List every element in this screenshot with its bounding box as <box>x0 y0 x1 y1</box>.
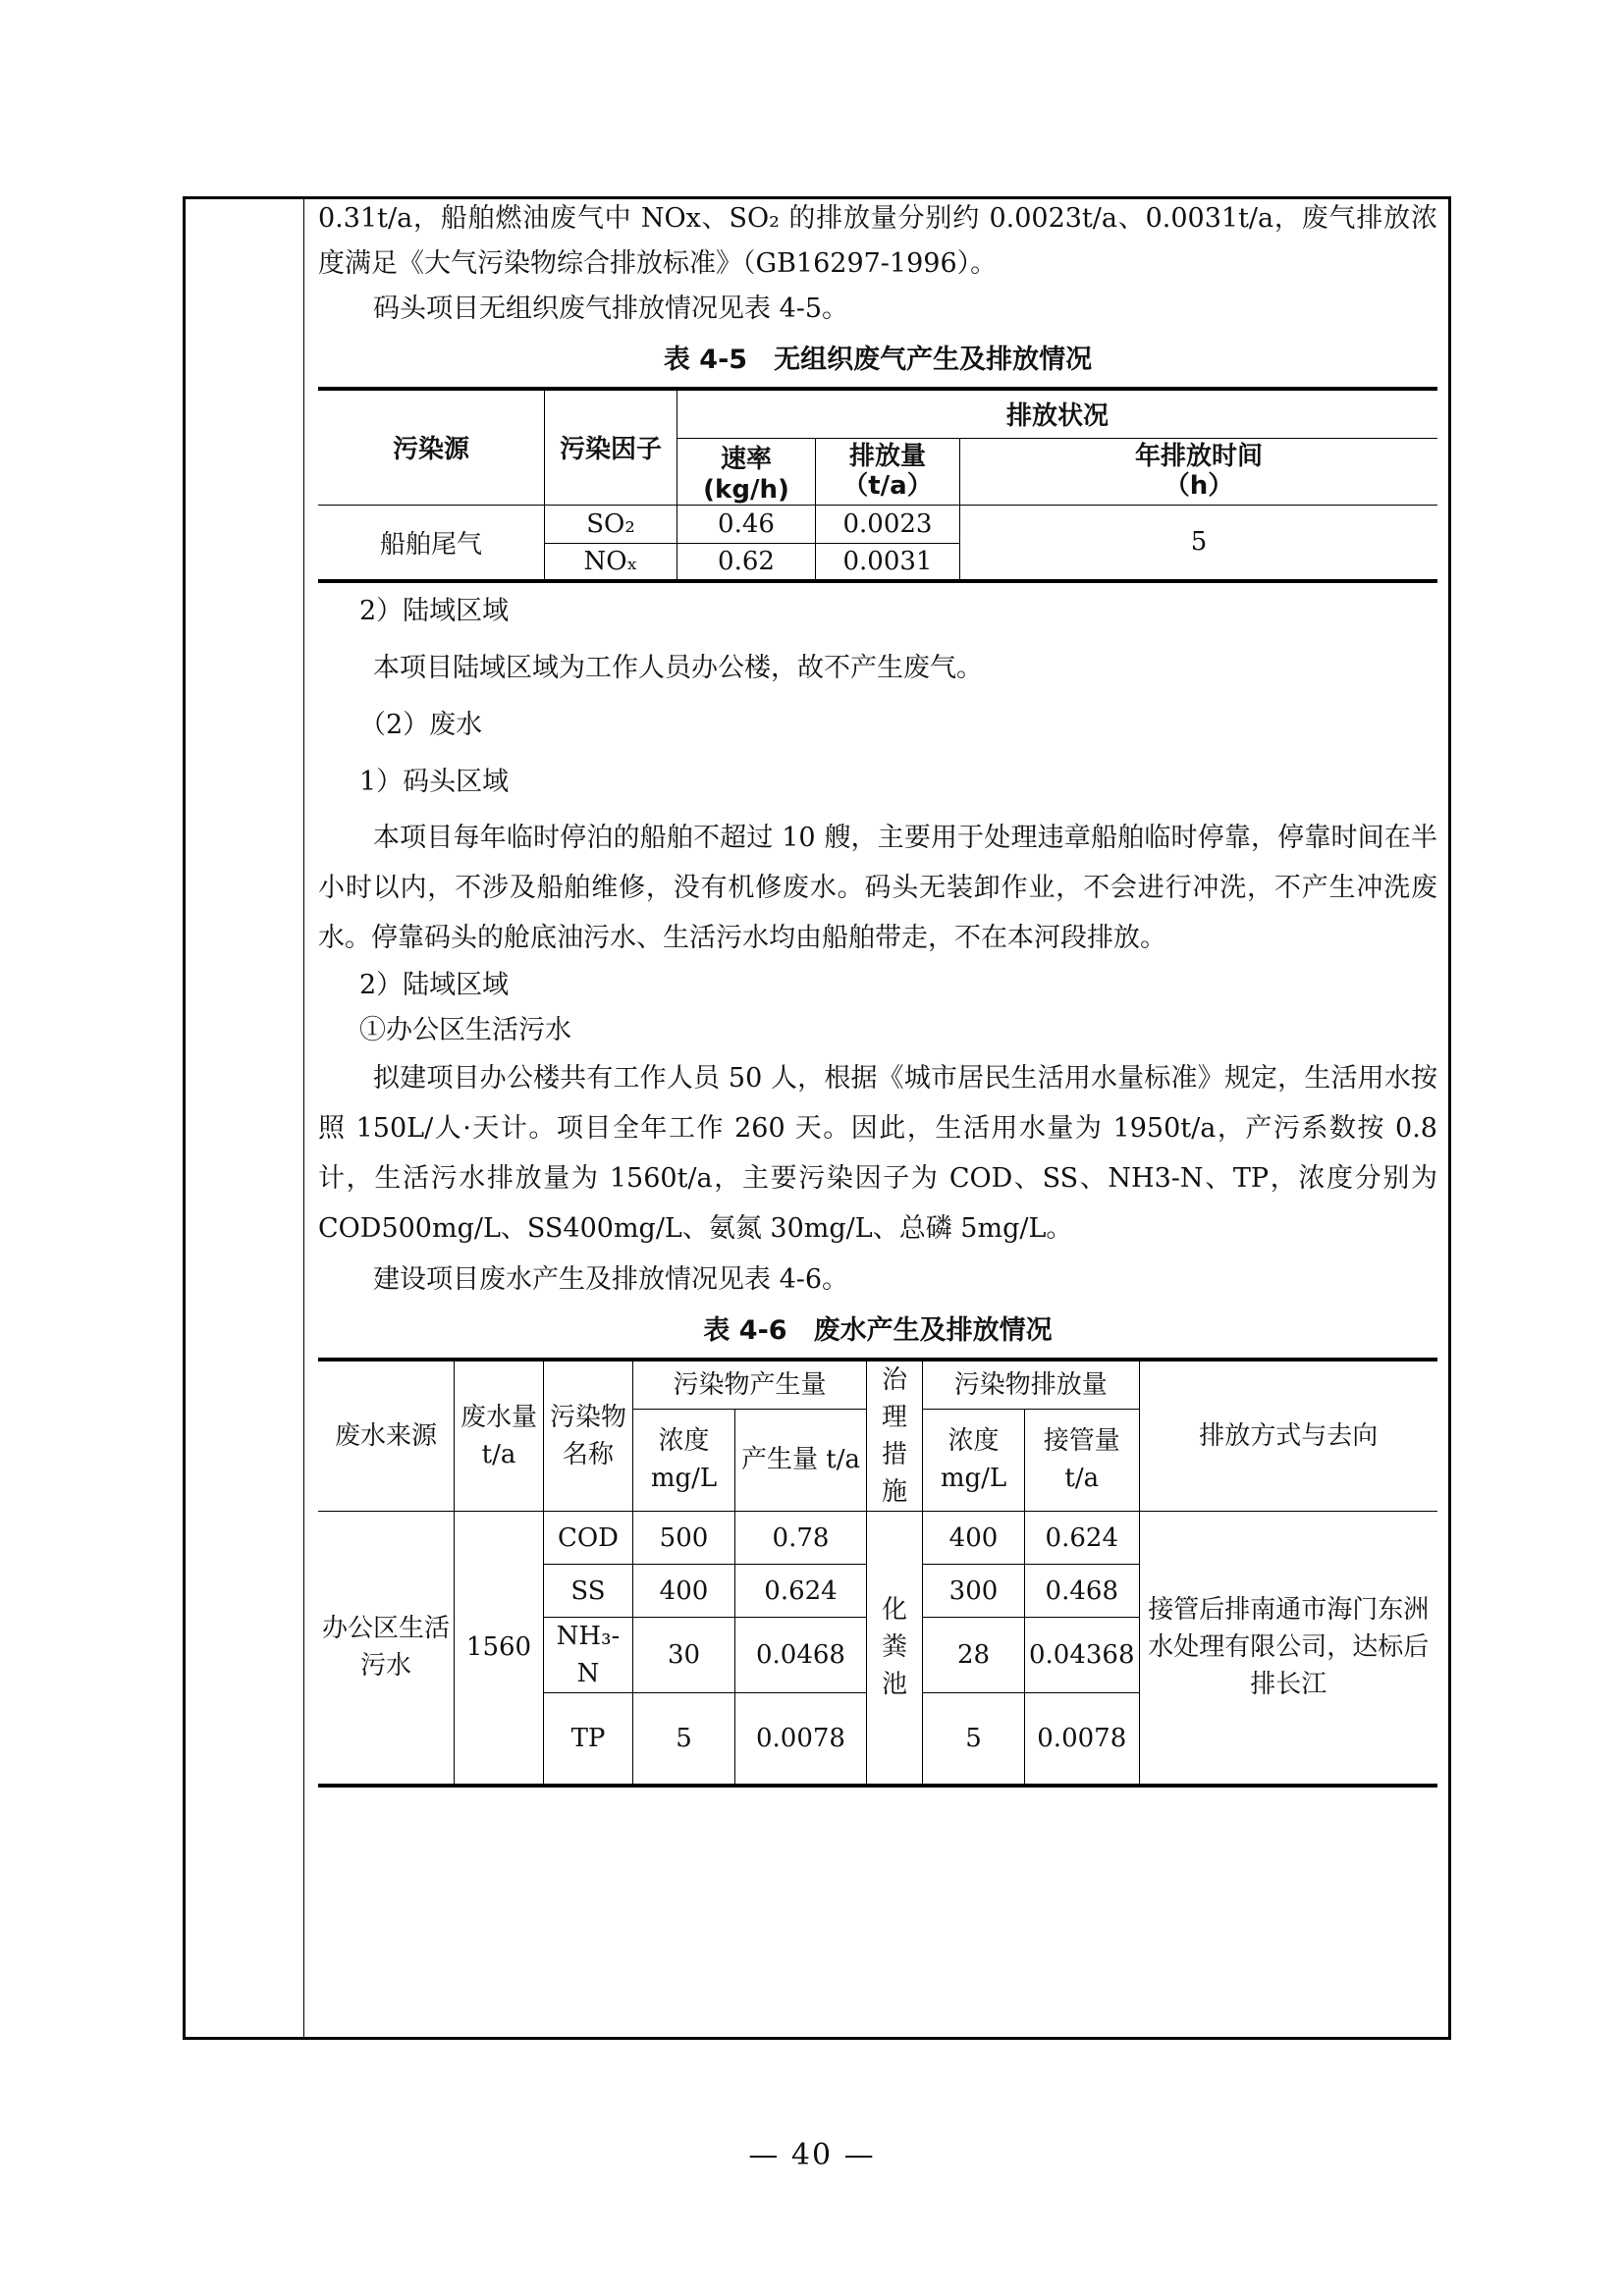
paragraph-5: （2）废水 <box>359 710 483 740</box>
t46-header-volume: 废水量 t/a <box>455 1360 544 1512</box>
t46-header-conc2: 浓度 mg/L <box>923 1409 1025 1511</box>
t45-header-rate: 速率(kg/h) <box>677 438 816 505</box>
t46-pollutant-nh3n: NH₃-N <box>544 1618 633 1693</box>
t45-hours: 5 <box>960 505 1438 581</box>
paragraph-10: 拟建项目办公楼共有工作人员 50 人，根据《城市居民生活用水量标准》规定，生活用水按照 150L/人·天计。项目全年工作 260 天。因此，生活用水量为 1950t/a，产污系数按 0.8 计，生活污水排放量为 1560t/a，主要污染因子为 COD、SS、NH3-N、TP，浓度分别为 COD500mg/L、SS400mg/L、氨氮 30mg/L、总磷 5mg/L。 <box>318 1063 1437 1244</box>
paragraph-4: 本项目陆域区域为工作人员办公楼，故不产生废气。 <box>373 653 983 683</box>
t46-conc-nh3n: 30 <box>633 1618 735 1693</box>
t46-pollutant-cod: COD <box>544 1512 633 1565</box>
t46-connected-nh3n: 0.04368 <box>1025 1618 1140 1693</box>
t46-conc2-cod: 400 <box>923 1512 1025 1565</box>
t46-source: 办公区生活污水 <box>318 1512 455 1786</box>
t45-header-hours <box>960 438 1438 505</box>
t46-produced-cod: 0.78 <box>735 1512 867 1565</box>
t45-header-factor: 污染因子 <box>545 389 677 505</box>
t46-header-destination: 排放方式与去向 <box>1139 1360 1437 1512</box>
paragraph-3: 2）陆域区域 <box>359 596 510 626</box>
t46-produced-ss: 0.624 <box>735 1565 867 1618</box>
t46-produced-nh3n: 0.0468 <box>735 1618 867 1693</box>
t45-header-amount-label: 排放量 <box>848 442 926 471</box>
t46-header-conc: 浓度 mg/L <box>633 1409 735 1511</box>
t46-header-treatment: 治理措施 <box>867 1360 923 1512</box>
paragraph-11: 建设项目废水产生及排放情况见表 4-6。 <box>373 1264 849 1295</box>
t46-pollutant-tp: TP <box>544 1693 633 1786</box>
t45-source: 船舶尾气 <box>318 505 545 581</box>
t46-header-produced: 产生量 t/a <box>735 1409 867 1511</box>
t45-factor-so2: SO₂ <box>545 505 677 543</box>
t45-header-hours-unit: （h） <box>1164 471 1234 501</box>
t46-conc2-tp: 5 <box>923 1693 1025 1786</box>
paragraph-7: 本项目每年临时停泊的船舶不超过 10 艘，主要用于处理违章船舶临时停靠，停靠时间在半小时以内，不涉及船舶维修，没有机修废水。码头无装卸作业，不会进行冲洗，不产生冲洗废水。停靠码头的舱底油污水、生活污水均由船舶带走，不在本河段排放。 <box>318 823 1437 953</box>
t46-connected-cod: 0.624 <box>1025 1512 1140 1565</box>
t45-factor-nox: NOₓ <box>545 543 677 581</box>
t46-destination: 接管后排南通市海门东洲水处理有限公司，达标后排长江 <box>1139 1512 1437 1786</box>
paragraph-6: 1）码头区域 <box>359 767 510 797</box>
t45-amount-so2: 0.0023 <box>816 505 960 543</box>
page-number: — 40 — <box>748 2138 876 2172</box>
paragraph-1: 0.31t/a，船舶燃油废气中 NOx、SO₂ 的排放量分别约 0.0023t/a、0.0031t/a，废气排放浓度满足《大气污染物综合排放标准》（GB16297-1996）。 <box>318 203 1437 279</box>
t46-header-produced-group: 污染物产生量 <box>633 1360 867 1409</box>
t46-produced-tp: 0.0078 <box>735 1693 867 1786</box>
t46-conc-ss: 400 <box>633 1565 735 1618</box>
t45-header-source: 污染源 <box>318 389 545 505</box>
t46-conc2-ss: 300 <box>923 1565 1025 1618</box>
t46-connected-ss: 0.468 <box>1025 1565 1140 1618</box>
t45-amount-nox: 0.0031 <box>816 543 960 581</box>
page-content <box>318 196 1437 1788</box>
t46-conc-tp: 5 <box>633 1693 735 1786</box>
t46-connected-tp: 0.0078 <box>1025 1693 1140 1786</box>
t45-header-hours-label: 年排放时间 <box>1134 442 1263 471</box>
paragraph-2: 码头项目无组织废气排放情况见表 4-5。 <box>373 294 849 324</box>
t46-header-pollutant: 污染物名称 <box>544 1360 633 1512</box>
t46-pollutant-ss: SS <box>544 1565 633 1618</box>
t45-header-emission-status: 排放状况 <box>677 389 1438 438</box>
table-4-6-caption: 表 4-6 废水产生及排放情况 <box>703 1315 1053 1346</box>
t45-rate-so2: 0.46 <box>677 505 816 543</box>
frame-divider <box>303 199 304 2037</box>
paragraph-8: 2）陆域区域 <box>359 970 510 1000</box>
table-4-5 <box>318 387 1437 583</box>
table-4-5-caption: 表 4-5 无组织废气产生及排放情况 <box>663 345 1093 375</box>
t45-rate-nox: 0.62 <box>677 543 816 581</box>
t46-conc2-nh3n: 28 <box>923 1618 1025 1693</box>
t46-header-connected: 接管量 t/a <box>1025 1409 1140 1511</box>
t46-conc-cod: 500 <box>633 1512 735 1565</box>
table-4-6 <box>318 1358 1437 1788</box>
t46-header-source: 废水来源 <box>318 1360 455 1512</box>
t46-volume: 1560 <box>455 1512 544 1786</box>
paragraph-9: ①办公区生活污水 <box>359 1015 571 1045</box>
t46-treatment: 化粪池 <box>867 1512 923 1786</box>
t45-header-amount <box>816 438 960 505</box>
t45-header-amount-unit: （t/a） <box>842 471 933 501</box>
t46-header-discharged-group: 污染物排放量 <box>923 1360 1140 1409</box>
